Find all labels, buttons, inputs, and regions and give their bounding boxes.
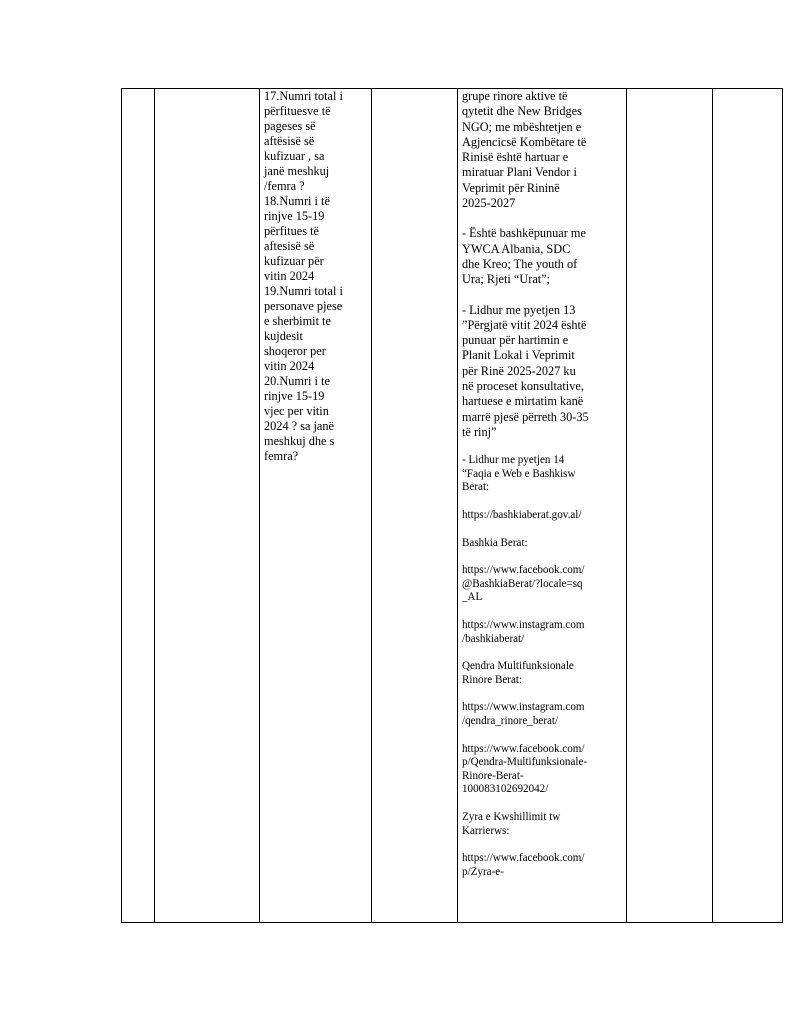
questions-cell <box>260 89 372 923</box>
answer-line: Rinore Berat: <box>462 673 523 686</box>
empty-cell-1 <box>122 89 155 923</box>
questionnaire-table <box>121 88 783 923</box>
answer-line: - Lidhur me pyetjen 14 <box>462 454 565 467</box>
answer-line: https://www.instagram.com <box>462 618 585 631</box>
question-line: vitin 2024 <box>264 269 315 283</box>
question-item <box>264 194 368 284</box>
answer-paragraph <box>462 537 624 551</box>
answer-line: Karrierws: <box>462 824 510 837</box>
empty-cell-2 <box>155 89 260 923</box>
question-line: përfitues të <box>264 224 319 238</box>
question-line: vitin 2024 <box>264 359 315 373</box>
answer-line: https://www.instagram.com <box>462 701 585 714</box>
answer-paragraph <box>462 701 624 728</box>
answer-line: të rinj” <box>462 424 497 439</box>
answer-line: Ura; Rjeti “Urat”; <box>462 272 551 287</box>
question-item <box>264 374 368 464</box>
answer-line: Bashkia Berat: <box>462 536 528 549</box>
answer-cell <box>458 89 627 923</box>
answer-line: Veprimit për Rininë <box>462 180 560 195</box>
answer-line: - Lidhur me pyetjen 13 <box>462 302 576 317</box>
question-line: aftësisë së <box>264 134 315 148</box>
answer-line: hartuese e mirtatim kanë <box>462 394 584 409</box>
question-line: rinjve 15-19 <box>264 209 325 223</box>
answer-line: NGO; me mbështetjen e <box>462 119 582 134</box>
question-line: 18.Numri i të <box>264 194 330 208</box>
answer-line: YWCA Albania, SDC <box>462 241 571 256</box>
table-row <box>122 89 783 923</box>
answer-line: qytetit dhe New Bridges <box>462 104 582 119</box>
answer-line: Rinore-Berat- <box>462 769 524 782</box>
empty-cell-7 <box>713 89 783 923</box>
answer-paragraph <box>462 226 624 287</box>
answer-paragraph <box>462 89 624 211</box>
answer-line: Agjencicsë Kombëtare të <box>462 134 587 149</box>
answer-line: https://www.facebook.com/ <box>462 742 585 755</box>
empty-cell-6 <box>627 89 713 923</box>
answer-paragraph <box>462 619 624 646</box>
answer-line: https://bashkiaberat.gov.al/ <box>462 509 582 522</box>
question-item <box>264 89 368 194</box>
answer-line: /qendra_rinore_berat/ <box>462 714 559 727</box>
answer-line: Planit Lokal i Veprimit <box>462 348 575 363</box>
question-line: pageses së <box>264 119 316 133</box>
question-line: kufizuar , sa <box>264 149 325 163</box>
answer-line: 100083102692042/ <box>462 783 549 796</box>
answer-line: @BashkiaBerat/?locale=sq <box>462 577 583 590</box>
question-line: vjec per vitin <box>264 404 329 418</box>
answer-paragraph <box>462 660 624 687</box>
question-line: femra? <box>264 449 299 463</box>
answer-line: - Është bashkëpunuar me <box>462 226 586 241</box>
question-line: 19.Numri total i <box>264 284 343 298</box>
question-item <box>264 284 368 374</box>
answer-paragraph <box>462 509 624 523</box>
answer-paragraph <box>462 811 624 838</box>
question-line: 20.Numri i te <box>264 374 330 388</box>
answer-line: Qendra Multifunksionale <box>462 660 574 673</box>
answer-line: Rinisë është hartuar e <box>462 150 569 165</box>
answer-line: /bashkiaberat/ <box>462 632 525 645</box>
answer-line: https://www.facebook.com/ <box>462 852 585 865</box>
answer-line: ”Përgjatë vitit 2024 është <box>462 317 587 332</box>
question-line: kujdesit <box>264 329 303 343</box>
question-line: 2024 ? sa janë <box>264 419 334 433</box>
empty-cell-4 <box>372 89 458 923</box>
answer-paragraph <box>462 852 624 879</box>
answer-line: miratuar Plani Vendor i <box>462 165 577 180</box>
question-line: shoqeror per <box>264 344 326 358</box>
answer-line: punuar për hartimin e <box>462 333 569 348</box>
answer-line: grupe rinore aktive të <box>462 89 568 103</box>
answer-line: _AL <box>462 591 483 604</box>
question-line: meshkuj dhe s <box>264 434 335 448</box>
question-line: rinjve 15-19 <box>264 389 325 403</box>
answer-line: në proceset konsultative, <box>462 379 584 394</box>
answer-paragraph <box>462 454 624 495</box>
answer-line: https://www.facebook.com/ <box>462 564 585 577</box>
answer-line: p/Qendra-Multifunksionale- <box>462 756 588 769</box>
question-line: e sherbimit te <box>264 314 331 328</box>
question-line: aftesisë së <box>264 239 315 253</box>
answer-line: Zyra e Kwshillimit tw <box>462 810 561 823</box>
question-line: kufizuar për <box>264 254 324 268</box>
question-line: 17.Numri total i <box>264 89 343 103</box>
question-line: /femra ? <box>264 179 305 193</box>
answer-paragraph <box>462 303 624 441</box>
answer-line: Berat: <box>462 481 490 494</box>
question-line: janë meshkuj <box>264 164 330 178</box>
answer-line: marrë pjesë përreth 30-35 <box>462 409 589 424</box>
question-line: personave pjese <box>264 299 343 313</box>
answer-line: 2025-2027 <box>462 196 516 211</box>
answer-line: p/Zyra-e- <box>462 865 504 878</box>
answer-paragraph <box>462 564 624 605</box>
question-line: përfituesve të <box>264 104 331 118</box>
answer-line: dhe Kreo; The youth of <box>462 256 578 271</box>
answer-line: për Rinë 2025-2027 ku <box>462 363 576 378</box>
answer-line: “Faqia e Web e Bashkisw <box>462 467 576 480</box>
answer-paragraph <box>462 743 624 797</box>
